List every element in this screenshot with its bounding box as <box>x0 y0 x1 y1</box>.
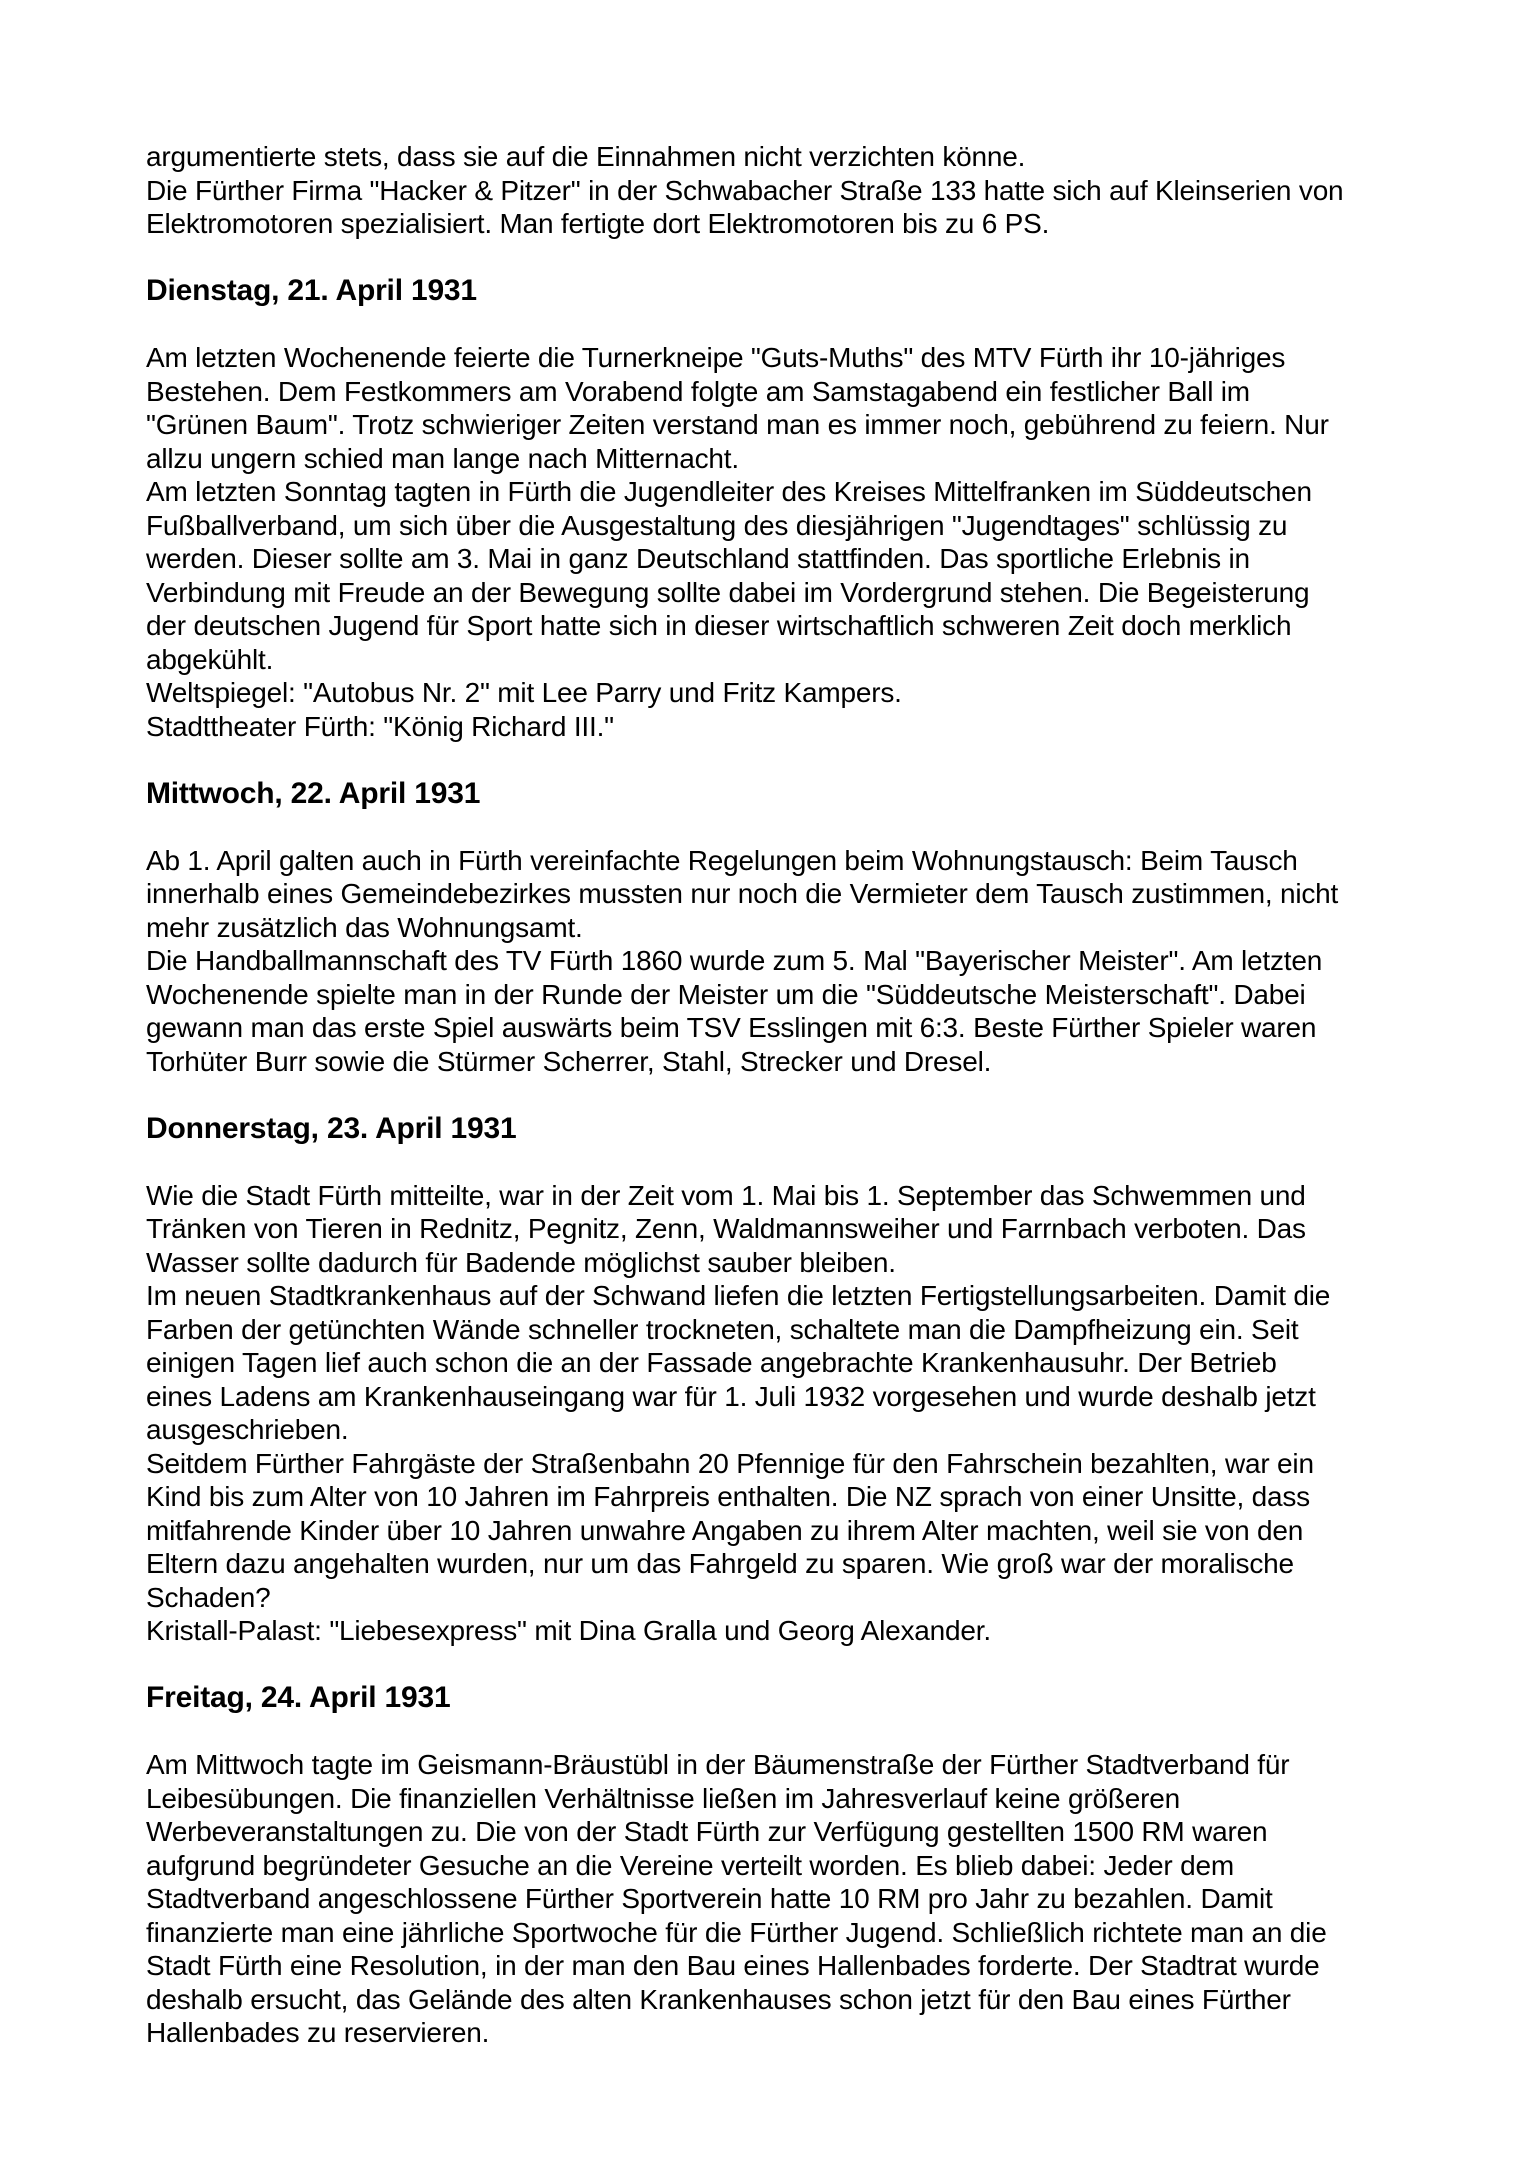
text-line: Tränken von Tieren in Rednitz, Pegnitz, Zenn, Waldmannsweiher und Farrnbach verboten. Das <box>146 1213 1306 1244</box>
text-line: allzu ungern schied man lange nach Mitternacht. <box>146 442 739 474</box>
text-line: ausgeschrieben. <box>146 1414 349 1445</box>
text-line: Elektromotoren spezialisiert. Man fertigte dort Elektromotoren bis zu 6 PS. <box>146 208 1050 239</box>
text-line: gewann man das erste Spiel auswärts beim TSV Esslingen mit 6:3. Beste Fürther Spieler waren <box>146 1012 1317 1043</box>
text-paragraph <box>146 1179 1456 1648</box>
text-line: deshalb ersucht, das Gelände des alten Krankenhauses schon jetzt für den Bau eines Fürther <box>146 1983 1291 2015</box>
text-line: abgekühlt. <box>146 643 274 675</box>
text-line: "Grünen Baum". Trotz schwieriger Zeiten verstand man es immer noch, gebührend zu feiern. Nur <box>146 409 1329 440</box>
text-line: argumentierte stets, dass sie auf die Einnahmen nicht verzichten könne. <box>146 141 1026 172</box>
text-line: Fußballverband, um sich über die Ausgestaltung des diesjährigen "Jugendtages" schlüssig zu <box>146 509 1288 541</box>
text-paragraph <box>146 1748 1456 2050</box>
text-line: Verbindung mit Freude an der Bewegung sollte dabei im Vordergrund stehen. Die Begeisterung <box>146 576 1310 608</box>
text-paragraph <box>146 341 1456 743</box>
text-line: Am letzten Wochenende feierte die Turnerkneipe "Guts-Muths" des MTV Fürth ihr 10-jähriges <box>146 342 1286 373</box>
text-line: werden. Dieser sollte am 3. Mai in ganz Deutschland stattfinden. Das sportliche Erlebnis in <box>146 543 1250 574</box>
date-heading: Mittwoch, 22. April 1931 <box>146 776 481 810</box>
date-heading: Donnerstag, 23. April 1931 <box>146 1111 517 1145</box>
document-content <box>146 140 1456 2050</box>
text-line: Kind bis zum Alter von 10 Jahren im Fahrpreis enthalten. Die NZ sprach von einer Unsitte, dass <box>146 1481 1310 1512</box>
text-line: innerhalb eines Gemeindebezirkes mussten nur noch die Vermieter dem Tausch zustimmen, nicht <box>146 878 1339 909</box>
text-line: der deutschen Jugend für Sport hatte sich in dieser wirtschaftlich schweren Zeit doch merklich <box>146 610 1292 641</box>
text-line: Wie die Stadt Fürth mitteilte, war in der Zeit vom 1. Mai bis 1. September das Schwemmen und <box>146 1179 1306 1211</box>
date-heading: Dienstag, 21. April 1931 <box>146 274 477 307</box>
text-line: Schaden? <box>146 1581 271 1613</box>
text-line: Am letzten Sonntag tagten in Fürth die Jugendleiter des Kreises Mittelfranken im Süddeutschen <box>146 476 1312 507</box>
text-line: Im neuen Stadtkrankenhaus auf der Schwand liefen die letzten Fertigstellungsarbeiten. Damit die <box>146 1280 1331 1311</box>
text-line: Wochenende spielte man in der Runde der Meister um die "Süddeutsche Meisterschaft". Dabei <box>146 978 1306 1010</box>
text-line: Torhüter Burr sowie die Stürmer Scherrer, Stahl, Strecker und Dresel. <box>146 1045 992 1077</box>
text-line: Seitdem Fürther Fahrgäste der Straßenbahn 20 Pfennige für den Fahrschein bezahlten, war ein <box>146 1447 1314 1479</box>
text-line: Farben der getünchten Wände schneller trockneten, schaltete man die Dampfheizung ein. Seit <box>146 1313 1299 1345</box>
text-line: mehr zusätzlich das Wohnungsamt. <box>146 911 583 943</box>
text-line: Die Fürther Firma "Hacker & Pitzer" in der Schwabacher Straße 133 hatte sich auf Kleinserien von <box>146 174 1344 206</box>
text-line: Hallenbades zu reservieren. <box>146 2017 490 2048</box>
text-line: Leibesübungen. Die finanziellen Verhältnisse ließen im Jahresverlauf keine größeren <box>146 1782 1181 1814</box>
text-line: aufgrund begründeter Gesuche an die Vereine verteilt worden. Es blieb dabei: Jeder dem <box>146 1849 1234 1881</box>
text-line: Eltern dazu angehalten wurden, nur um das Fahrgeld zu sparen. Wie groß war der moralische <box>146 1548 1294 1579</box>
text-line: Die Handballmannschaft des TV Fürth 1860 wurde zum 5. Mal "Bayerischer Meister". Am letzten <box>146 945 1323 976</box>
date-heading: Freitag, 24. April 1931 <box>146 1681 451 1714</box>
text-paragraph <box>146 140 1456 241</box>
text-line: mitfahrende Kinder über 10 Jahren unwahre Angaben zu ihrem Alter machten, weil sie von den <box>146 1514 1304 1546</box>
text-line: Wasser sollte dadurch für Badende möglichst sauber bleiben. <box>146 1246 896 1278</box>
text-line: Weltspiegel: "Autobus Nr. 2" mit Lee Parry und Fritz Kampers. <box>146 677 902 708</box>
text-line: Bestehen. Dem Festkommers am Vorabend folgte am Samstagabend ein festlicher Ball im <box>146 375 1250 407</box>
text-line: Stadtverband angeschlossene Fürther Sportverein hatte 10 RM pro Jahr zu bezahlen. Damit <box>146 1883 1273 1914</box>
text-paragraph <box>146 844 1456 1079</box>
text-line: Ab 1. April galten auch in Fürth vereinfachte Regelungen beim Wohnungstausch: Beim Tausch <box>146 844 1298 876</box>
text-line: eines Ladens am Krankenhauseingang war für 1. Juli 1932 vorgesehen und wurde deshalb jetzt <box>146 1380 1316 1412</box>
text-line: finanzierte man eine jährliche Sportwoche für die Fürther Jugend. Schließlich richtete man an die <box>146 1916 1327 1948</box>
text-line: einigen Tagen lief auch schon die an der Fassade angebrachte Krankenhausuhr. Der Betrieb <box>146 1347 1277 1378</box>
text-line: Werbeveranstaltungen zu. Die von der Stadt Fürth zur Verfügung gestellten 1500 RM waren <box>146 1816 1268 1847</box>
text-line: Stadttheater Fürth: "König Richard III." <box>146 710 614 742</box>
text-line: Am Mittwoch tagte im Geismann-Bräustübl in der Bäumenstraße der Fürther Stadtverband für <box>146 1749 1290 1780</box>
text-line: Kristall-Palast: "Liebesexpress" mit Dina Gralla und Georg Alexander. <box>146 1615 991 1646</box>
text-line: Stadt Fürth eine Resolution, in der man den Bau eines Hallenbades forderte. Der Stadtrat wurde <box>146 1950 1320 1981</box>
